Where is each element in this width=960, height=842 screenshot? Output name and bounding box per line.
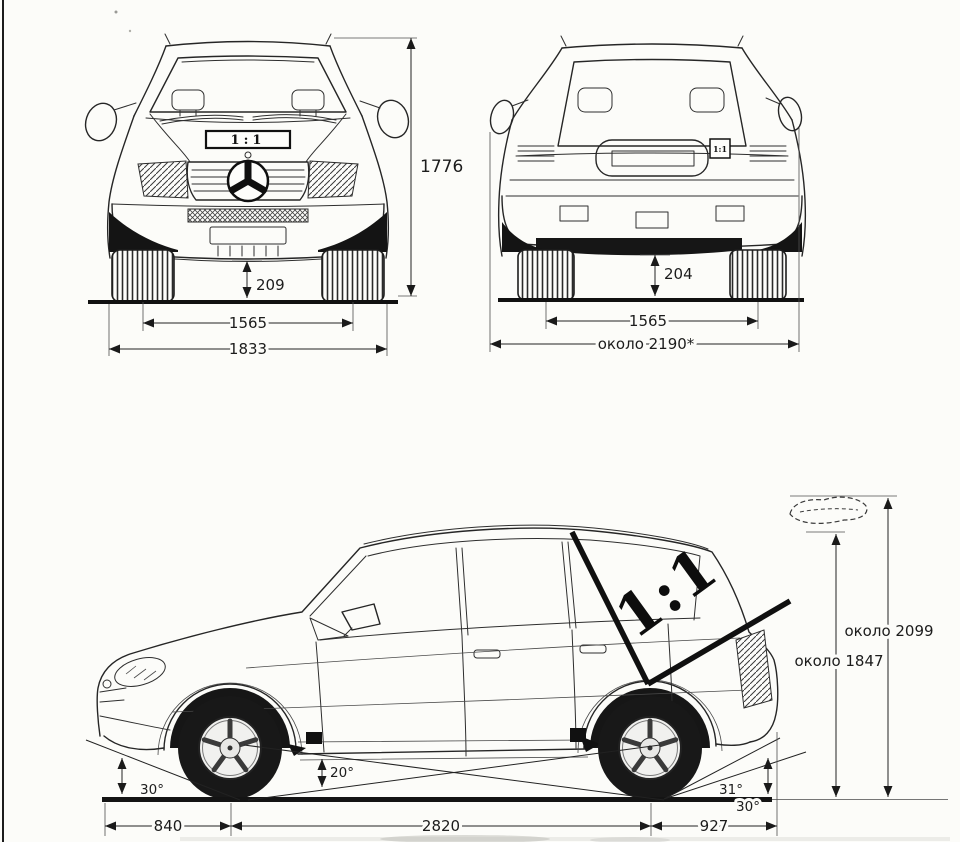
door-handle	[580, 645, 606, 653]
rear-overhang-label: 927	[699, 817, 729, 835]
breakover-angle-lines	[244, 745, 664, 800]
front-overall-height-label: 1776	[420, 157, 464, 177]
front-view-drawing	[81, 34, 463, 358]
tailgate-badge-label: 1:1	[712, 144, 728, 154]
scale-watermark-label: 1:1	[603, 533, 731, 652]
underbody-part	[570, 728, 586, 742]
hood-plate-label: 1:1	[230, 133, 266, 148]
cutoff-caption-smudge	[380, 835, 550, 842]
rear-view-drawing	[487, 36, 805, 353]
bumper-reflector	[716, 206, 744, 221]
door-mirror	[342, 604, 380, 630]
grille-star-icon	[103, 680, 111, 688]
right-headlight	[308, 161, 358, 198]
rear-track-width-label: 1565	[628, 312, 668, 330]
headrest	[578, 88, 612, 112]
rear-wheel	[598, 696, 702, 800]
quarter-window	[310, 618, 348, 640]
roof-accessory-outline	[790, 497, 867, 523]
scan-edge-line	[2, 0, 4, 842]
approach-angle-label: 30°	[140, 782, 164, 798]
scan-speck	[115, 11, 118, 14]
left-taillight	[518, 146, 554, 161]
right-mirror	[373, 96, 413, 141]
front-right-tire	[322, 250, 384, 302]
height-body-label: около 1847	[794, 652, 884, 670]
departure-angle-lower-label: 30°	[736, 799, 760, 815]
right-taillight	[750, 146, 786, 161]
rear-left-tire	[518, 250, 574, 300]
front-overhang-label: 840	[153, 817, 183, 835]
wheelbase-label: 2820	[421, 817, 461, 835]
hitch-cover	[636, 212, 668, 228]
front-left-tire	[112, 250, 174, 302]
rear-ground-clearance-label: 204	[664, 265, 693, 283]
underbody-part	[306, 732, 322, 744]
license-plate-area	[210, 227, 286, 244]
left-mirror	[81, 99, 121, 144]
headrest	[690, 88, 724, 112]
ground-line	[102, 797, 772, 802]
rear-right-tire	[730, 250, 786, 300]
taillight	[736, 630, 772, 708]
side-view-drawing	[86, 496, 948, 836]
rear-overall-width-label: около 2190*	[597, 335, 695, 353]
left-mirror	[487, 98, 517, 137]
front-track-width-label: 1565	[228, 314, 268, 332]
ground-line	[88, 300, 398, 304]
departure-angle-upper-label: 31°	[719, 782, 743, 798]
front-ground-clearance-label: 209	[256, 276, 285, 294]
headrest	[292, 90, 324, 110]
bumper-reflector	[560, 206, 588, 221]
mercedes-star-icon	[228, 161, 268, 201]
hood-emblem-icon	[245, 152, 251, 158]
lower-grille-mesh	[188, 209, 308, 222]
wheel-shadow	[318, 212, 387, 252]
headrest	[172, 90, 204, 110]
front-body-width-label: 1833	[228, 340, 268, 358]
scan-speck	[129, 30, 131, 32]
scan-bottom-strip	[180, 837, 950, 841]
breakover-angle-label: 20°	[330, 765, 354, 781]
ground-line	[498, 298, 804, 302]
left-headlight	[138, 161, 188, 198]
wheel-shadow	[758, 222, 802, 252]
wheel-shadow	[109, 212, 178, 252]
height-overall-label: около 2099	[844, 622, 934, 640]
